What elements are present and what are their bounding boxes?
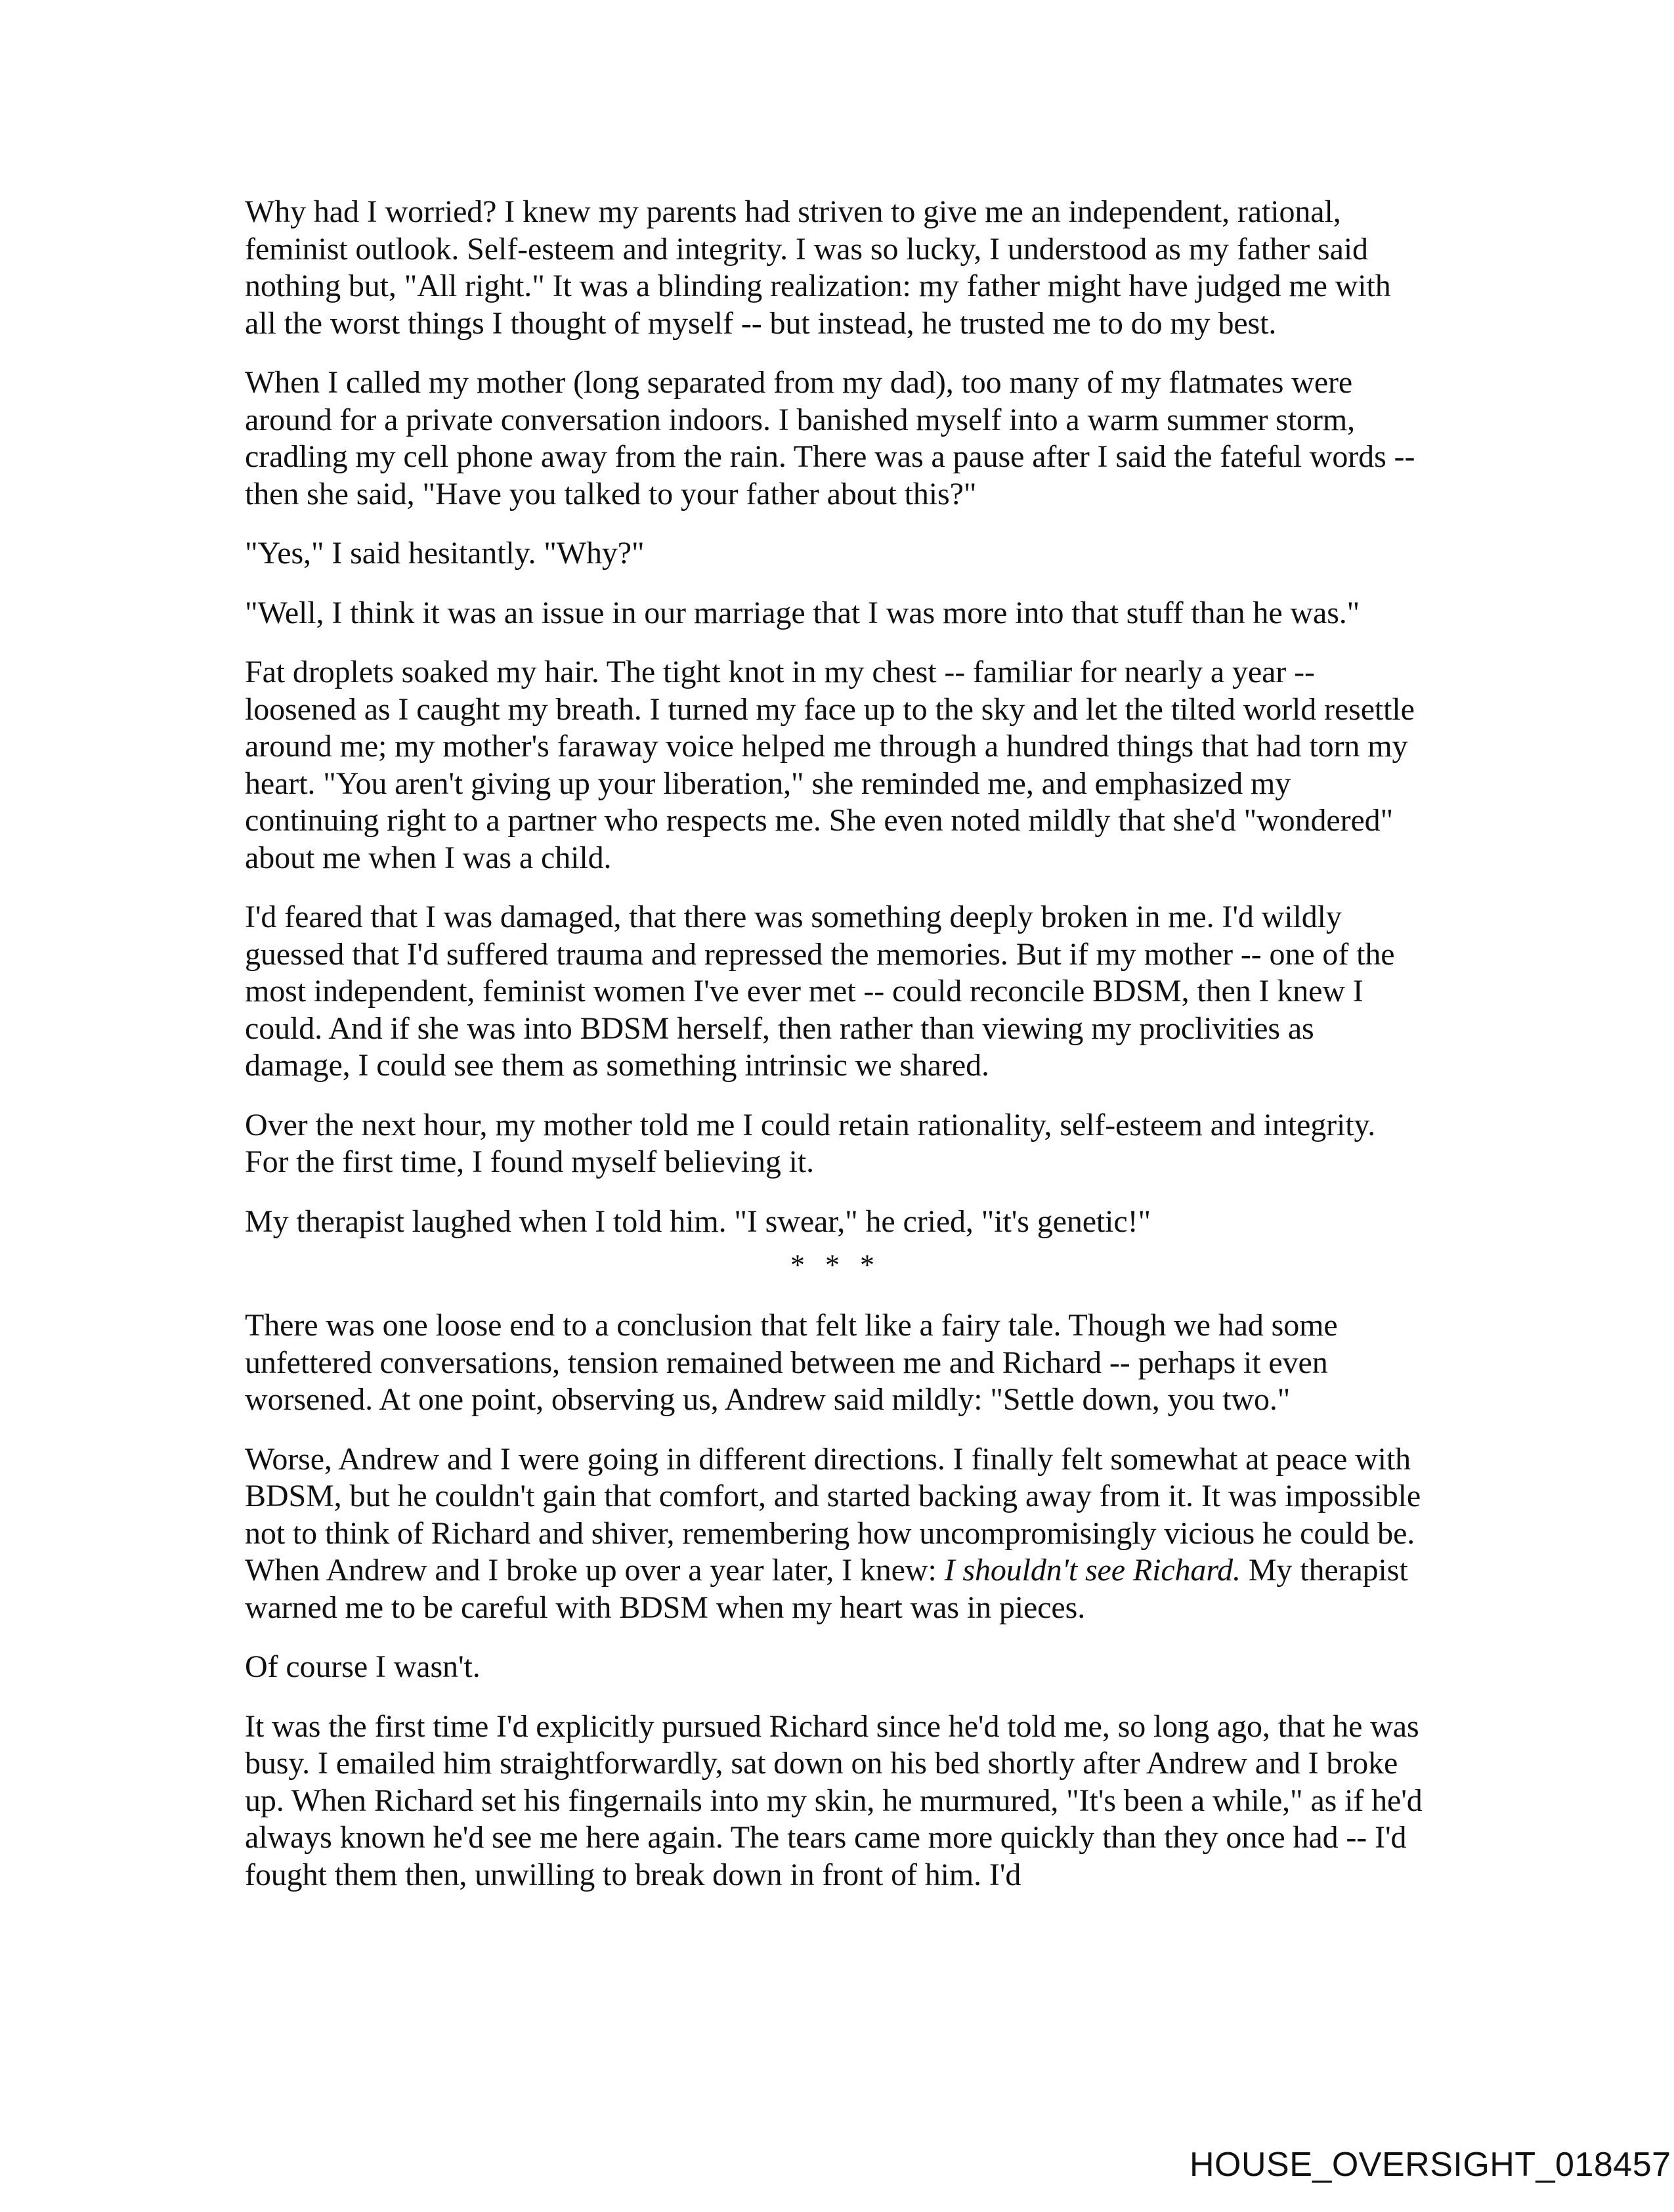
paragraph: Why had I worried? I knew my parents had striven to give me an independent, rational, feminist outlook. Self-esteem and integrity. I was so lucky, I understood as my father said nothing but, "All right." It was a blinding realization: my father might have judged me with all the worst things I thought of myself -- but instead, he trusted me to do my best. — [245, 194, 1391, 341]
paragraph: "Well, I think it was an issue in our marriage that I was more into that stuff than he was." — [245, 595, 1360, 630]
paragraph: Over the next hour, my mother told me I could retain rationality, self-esteem and integrity. For the first time, I found myself believing it. — [245, 1107, 1376, 1179]
italic-phrase: I shouldn't see Richard. — [944, 1553, 1241, 1588]
scene-break: * * * — [790, 1249, 881, 1281]
document-body — [245, 194, 1427, 1916]
paragraph: Fat droplets soaked my hair. The tight knot in my chest -- familiar for nearly a year -- loosened as I caught my breath. I turned my face up to the sky and let the tilted world resettle around me; my mother's faraway voice helped me through a hundred things that had torn my heart. "You aren't giving up your liberation," she reminded me, and emphasized my continuing right to a partner who respects me. She even noted mildly that she'd "wondered" about me when I was a child. — [245, 655, 1415, 875]
paragraph: Of course I wasn't. — [245, 1649, 481, 1684]
paragraph — [245, 1441, 1427, 1627]
paragraph: "Yes," I said hesitantly. "Why?" — [245, 536, 645, 571]
paragraph: It was the first time I'd explicitly pursued Richard since he'd told me, so long ago, that he was busy. I emailed him straightforwardly, sat down on his bed shortly after Andrew and I broke up. When Richard set his fingernails into my skin, he murmured, "It's been a while," as if he'd always known he'd see me here again. The tears came more quickly than they once had -- I'd fought them then, unwilling to break down in front of him. I'd — [245, 1708, 1423, 1892]
paragraph: I'd feared that I was damaged, that there was something deeply broken in me. I'd wildly guessed that I'd suffered trauma and repressed the memories. But if my mother -- one of the most independent, feminist women I've ever met -- could reconcile BDSM, then I knew I could. And if she was into BDSM herself, then rather than viewing my proclivities as damage, I could see them as something intrinsic we shared. — [245, 900, 1395, 1083]
bates-number: HOUSE_OVERSIGHT_018457 — [1190, 2146, 1671, 2184]
paragraph: There was one loose end to a conclusion that felt like a fairy tale. Though we had some unfettered conversations, tension remained between me and Richard -- perhaps it even worsened. At one point, observing us, Andrew said mildly: "Settle down, you two." — [245, 1308, 1338, 1417]
paragraph: My therapist laughed when I told him. "I swear," he cried, "it's genetic!" — [245, 1204, 1151, 1239]
paragraph-text: Worse, Andrew and I were going in different directions. I finally felt somewhat at peace with BDSM, but he couldn't gain that comfort, and started backing away from it. It was impossible not to think of Richard and shiver, remembering how uncompromisingly vicious he could be. When Andrew and I broke up over a year later, I knew: — [245, 1441, 1421, 1588]
paragraph-text: My therapist warned me to be careful with BDSM when my heart was in pieces. — [245, 1553, 1408, 1625]
paragraph: When I called my mother (long separated from my dad), too many of my flatmates were around for a private conversation indoors. I banished myself into a warm summer storm, cradling my cell phone away from the rain. There was a pause after I said the fateful words -- then she said, "Have you talked to your father about this?" — [245, 365, 1415, 511]
